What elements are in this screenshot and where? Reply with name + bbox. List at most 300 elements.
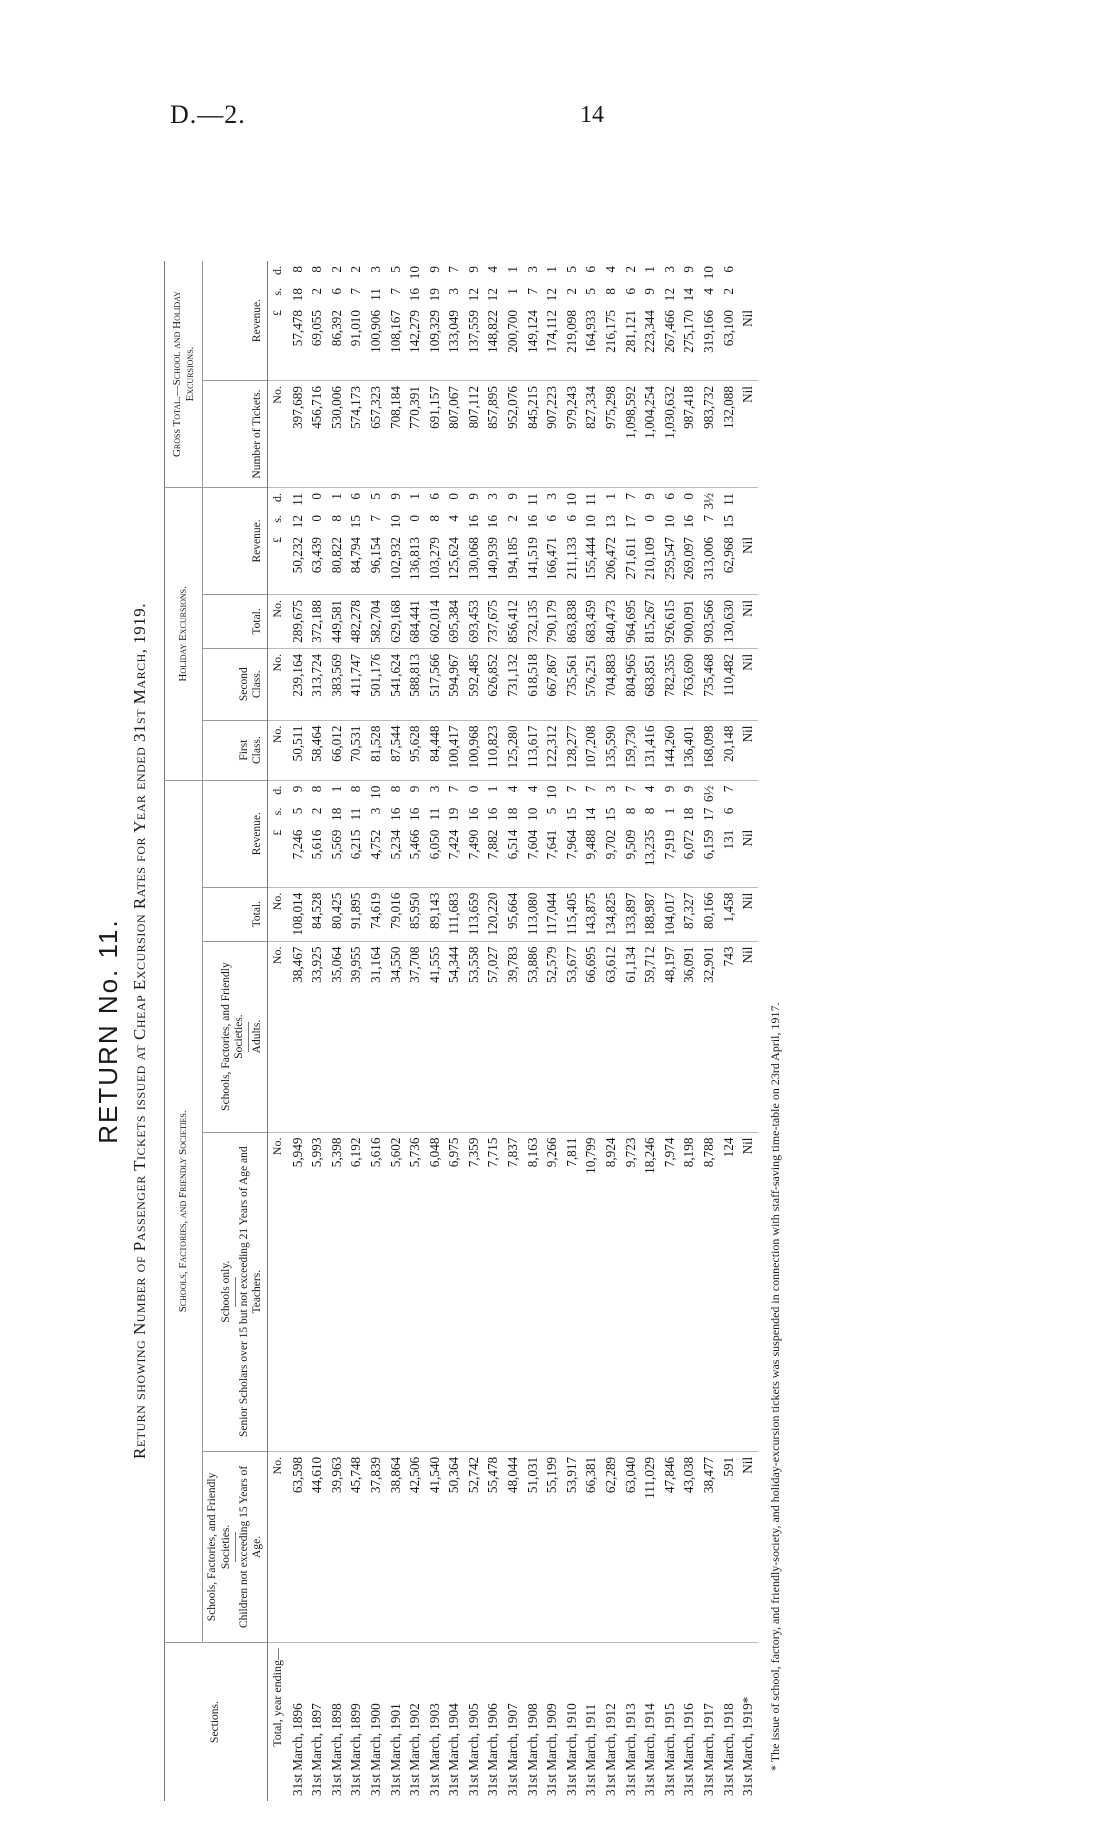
cell-holiday-revenue <box>327 487 347 594</box>
cell-gross-tickets: 1,030,632 <box>660 381 680 488</box>
cell-first-class: 81,528 <box>366 720 386 780</box>
cell-revenue-shillings: 2 <box>309 807 325 815</box>
cell-revenue-pounds: 6,050 <box>426 829 442 860</box>
cell-senior: 5,616 <box>366 1132 386 1451</box>
cell-senior: Nil <box>738 1132 758 1451</box>
cell-second-class: 110,482 <box>719 648 739 720</box>
cell-adults: 37,708 <box>405 941 425 1132</box>
cell-gross-revenue-shillings: 7 <box>387 288 403 295</box>
cell-holiday-revenue-shillings: 12 <box>289 514 305 529</box>
cell-holiday-revenue-shillings: 10 <box>661 514 677 529</box>
cell-holiday-revenue <box>582 487 602 594</box>
cell-gross-revenue-shillings: 19 <box>426 288 442 302</box>
cell-gross-tickets: 456,716 <box>307 381 327 488</box>
cell-holiday-total: 903,566 <box>699 594 719 648</box>
cell-holiday-total: 737,675 <box>484 594 504 648</box>
cell-children: 55,199 <box>542 1451 562 1642</box>
cell-gross-revenue <box>680 261 700 381</box>
cell-gross-revenue-shillings: 12 <box>661 288 677 302</box>
cell-first-class: 110,823 <box>484 720 504 780</box>
cell-gross-revenue <box>738 261 758 381</box>
cell-second-class: 576,251 <box>582 648 602 720</box>
group-schools: Schools, Factories, and Friendly Societies. <box>165 780 203 1642</box>
table-row <box>542 261 562 1801</box>
cell-holiday-revenue <box>601 487 621 594</box>
cell-holiday-revenue <box>719 487 739 594</box>
cell-total: 111,683 <box>445 887 465 941</box>
cell-gross-revenue-pence: 1 <box>505 266 521 273</box>
row-label: 31st March, 1912 <box>601 1643 621 1802</box>
cell-adults: 53,558 <box>464 941 484 1132</box>
cell-holiday-revenue-pounds: 194,185 <box>505 536 521 580</box>
table-row <box>425 261 445 1801</box>
cell-holiday-revenue-pence: 10 <box>563 492 579 507</box>
cell-gross-revenue-pounds: 137,559 <box>465 310 481 353</box>
page-number: 14 <box>580 102 604 128</box>
cell-holiday-revenue-pence: 9 <box>465 492 481 500</box>
cell-gross-revenue-pounds: 108,167 <box>387 310 403 353</box>
cell-second-class: 588,813 <box>405 648 425 720</box>
cell-gross-revenue-shillings: 3 <box>446 288 462 295</box>
cell-children: 45,748 <box>347 1451 367 1642</box>
cell-revenue <box>288 780 308 887</box>
cell-holiday-revenue-pence: 1 <box>407 492 423 500</box>
cell-gross-revenue <box>523 261 543 381</box>
table-row <box>562 261 582 1801</box>
cell-revenue <box>640 780 660 887</box>
cell-holiday-revenue-pounds: 141,519 <box>524 536 540 580</box>
cell-gross-revenue-pence: 1 <box>642 266 658 273</box>
row-label: 31st March, 1901 <box>386 1643 406 1802</box>
cell-second-class: 383,569 <box>327 648 347 720</box>
cell-gross-revenue-pounds: 109,329 <box>426 310 442 353</box>
cell-revenue-pounds: 7,641 <box>544 829 560 860</box>
cell-holiday-total: 629,168 <box>386 594 406 648</box>
cell-children: 48,044 <box>503 1451 523 1642</box>
cell-first-class: 95,628 <box>405 720 425 780</box>
cell-total: 87,327 <box>680 887 700 941</box>
cell-adults: 57,027 <box>484 941 504 1132</box>
cell-first-class: 107,208 <box>582 720 602 780</box>
cell-gross-revenue <box>464 261 484 381</box>
cell-gross-revenue-pence: 2 <box>328 266 344 273</box>
cell-holiday-revenue-shillings: 2 <box>505 514 521 522</box>
cell-gross-revenue <box>288 261 308 381</box>
cell-gross-revenue <box>562 261 582 381</box>
cell-gross-revenue <box>484 261 504 381</box>
cell-revenue-shillings: 17 <box>701 807 717 821</box>
cell-total: 79,016 <box>386 887 406 941</box>
cell-revenue-pounds: 9,702 <box>603 829 619 860</box>
cell-children: 55,478 <box>484 1451 504 1642</box>
cell-gross-revenue-pence: 10 <box>407 266 423 280</box>
cell-holiday-revenue-shillings: 8 <box>426 514 442 522</box>
row-label: 31st March, 1904 <box>445 1643 465 1802</box>
row-label: 31st March, 1907 <box>503 1643 523 1802</box>
cell-children: 47,846 <box>660 1451 680 1642</box>
cell-holiday-revenue-shillings: 0 <box>309 514 325 522</box>
cell-revenue-pounds: 9,509 <box>622 829 638 860</box>
cell-revenue <box>542 780 562 887</box>
cell-adults: 743 <box>719 941 739 1132</box>
cell-revenue-shillings: 11 <box>426 807 442 821</box>
unit-no: No. <box>268 887 288 941</box>
cell-gross-revenue <box>640 261 660 381</box>
cell-children: 66,381 <box>582 1451 602 1642</box>
cell-revenue-pounds: 5,466 <box>407 829 423 860</box>
cell-holiday-revenue-pounds: 136,813 <box>407 536 423 580</box>
cell-senior: 5,993 <box>307 1132 327 1451</box>
cell-gross-revenue-pence: 4 <box>485 266 501 273</box>
col-adults: Schools, Factories, and Friendly Societies. Adults. <box>203 941 268 1132</box>
cell-second-class: 592,485 <box>464 648 484 720</box>
cell-revenue <box>386 780 406 887</box>
cell-gross-revenue-pence: 7 <box>446 266 462 273</box>
cell-children: 38,477 <box>699 1451 719 1642</box>
cell-holiday-revenue-pence: 3 <box>485 492 501 500</box>
cell-second-class: 594,967 <box>445 648 465 720</box>
unit-lsd: £s.d. <box>268 487 288 594</box>
cell-gross-revenue-pounds: 133,049 <box>446 310 462 353</box>
cell-adults: 38,467 <box>288 941 308 1132</box>
cell-revenue-pounds: 7,604 <box>524 829 540 860</box>
cell-gross-tickets: 907,223 <box>542 381 562 488</box>
cell-gross-revenue-pounds: 174,112 <box>544 310 560 353</box>
cell-gross-revenue-pounds: 223,344 <box>642 310 658 353</box>
cell-second-class: 735,468 <box>699 648 719 720</box>
cell-revenue <box>680 780 700 887</box>
cell-holiday-revenue-pence: 9 <box>387 492 403 500</box>
col-gross-revenue: Revenue. <box>203 261 268 381</box>
cell-holiday-total: 815,267 <box>640 594 660 648</box>
cell-holiday-revenue-pence: 0 <box>309 492 325 500</box>
cell-revenue-shillings: 10 <box>524 807 540 821</box>
cell-first-class: 136,401 <box>680 720 700 780</box>
cell-revenue-shillings: 15 <box>563 807 579 821</box>
cell-second-class: 626,852 <box>484 648 504 720</box>
cell-holiday-total: 695,384 <box>445 594 465 648</box>
cell-gross-revenue-pounds: 57,478 <box>289 310 305 347</box>
cell-holiday-revenue-shillings: 0 <box>407 514 423 522</box>
cell-children: 111,029 <box>640 1451 660 1642</box>
cell-holiday-revenue-pounds: 211,133 <box>563 536 579 580</box>
cell-holiday-total: 732,135 <box>523 594 543 648</box>
cell-gross-revenue-pounds: 267,466 <box>661 310 677 353</box>
cell-children: 38,864 <box>386 1451 406 1642</box>
cell-revenue-pence: 7 <box>622 785 638 793</box>
cell-gross-revenue <box>425 261 445 381</box>
cell-first-class: 87,544 <box>386 720 406 780</box>
cell-children: 50,364 <box>445 1451 465 1642</box>
cell-holiday-revenue-shillings: 7 <box>367 514 383 522</box>
cell-first-class: 70,531 <box>347 720 367 780</box>
cell-gross-revenue <box>621 261 641 381</box>
row-label: 31st March, 1906 <box>484 1643 504 1802</box>
cell-revenue-pence: 7 <box>446 785 462 793</box>
cell-children: 591 <box>719 1451 739 1642</box>
row-label: 31st March, 1911 <box>582 1643 602 1802</box>
cell-senior: 5,602 <box>386 1132 406 1451</box>
cell-gross-revenue-shillings: 2 <box>309 288 325 295</box>
cell-revenue-pence: 7 <box>720 785 736 793</box>
cell-holiday-revenue-pence: 9 <box>642 492 658 500</box>
cell-gross-revenue-pounds: 275,170 <box>681 310 697 353</box>
cell-holiday-revenue-shillings: 16 <box>485 514 501 529</box>
cell-gross-revenue-pounds: 200,700 <box>505 310 521 353</box>
table-row <box>699 261 719 1801</box>
cell-revenue <box>582 780 602 887</box>
cell-gross-tickets: 1,098,592 <box>621 381 641 488</box>
cell-gross-revenue <box>699 261 719 381</box>
unit-no: No. <box>268 381 288 488</box>
cell-second-class: 683,851 <box>640 648 660 720</box>
row-label: 31st March, 1910 <box>562 1643 582 1802</box>
cell-gross-revenue-pence: 4 <box>603 266 619 273</box>
footnote: * The issue of school, factory, and friendly-society, and holiday-excursion tickets was suspended in connection with staff-saving time-table on 23rd April, 1917. <box>768 1002 782 1771</box>
cell-gross-revenue <box>366 261 386 381</box>
cell-holiday-revenue <box>464 487 484 594</box>
cell-gross-revenue-shillings: 2 <box>563 288 579 295</box>
cell-gross-revenue <box>719 261 739 381</box>
cell-holiday-revenue-pence: 6 <box>348 492 364 500</box>
table-row <box>307 261 327 1801</box>
cell-revenue-pounds: 5,616 <box>309 829 325 860</box>
cell-senior: 6,975 <box>445 1132 465 1451</box>
cell-total: 95,664 <box>503 887 523 941</box>
cell-holiday-revenue-pounds: 102,932 <box>387 536 403 580</box>
cell-second-class: 313,724 <box>307 648 327 720</box>
cell-second-class: 517,566 <box>425 648 445 720</box>
cell-revenue <box>347 780 367 887</box>
cell-gross-tickets: 987,418 <box>680 381 700 488</box>
cell-children: 37,839 <box>366 1451 386 1642</box>
cell-revenue-pounds: Nil <box>740 829 756 847</box>
col-first-class: First Class. <box>203 720 268 780</box>
cell-revenue-pounds: 5,234 <box>387 829 403 860</box>
cell-gross-revenue-pence: 9 <box>426 266 442 273</box>
row-label: 31st March, 1918 <box>719 1643 739 1802</box>
table-row <box>640 261 660 1801</box>
cell-holiday-total: 693,453 <box>464 594 484 648</box>
cell-gross-revenue-shillings: 5 <box>583 288 599 295</box>
cell-gross-tickets: 530,006 <box>327 381 347 488</box>
table-row <box>601 261 621 1801</box>
return-number: RETURN No. 11. <box>93 918 123 1144</box>
cell-second-class: 804,965 <box>621 648 641 720</box>
cell-holiday-revenue-pounds: 313,006 <box>701 536 717 580</box>
cell-holiday-revenue-pounds: 84,794 <box>348 536 364 574</box>
cell-holiday-revenue-pence: 6 <box>426 492 442 500</box>
cell-revenue-pounds: 7,882 <box>485 829 501 860</box>
cell-gross-revenue-pounds: 164,933 <box>583 310 599 353</box>
cell-total: 84,528 <box>307 887 327 941</box>
cell-holiday-total: 582,704 <box>366 594 386 648</box>
cell-holiday-revenue-pounds: 63,439 <box>309 536 325 574</box>
cell-holiday-revenue <box>621 487 641 594</box>
cell-holiday-total: 289,675 <box>288 594 308 648</box>
cell-second-class: 667,867 <box>542 648 562 720</box>
cell-revenue <box>621 780 641 887</box>
table-row <box>366 261 386 1801</box>
cell-holiday-revenue-pence: 1 <box>603 492 619 500</box>
cell-revenue-pence: 4 <box>642 785 658 793</box>
cell-holiday-revenue <box>542 487 562 594</box>
cell-revenue <box>601 780 621 887</box>
cell-holiday-revenue-pence: 9 <box>505 492 521 500</box>
cell-holiday-total: 372,188 <box>307 594 327 648</box>
cell-adults: 53,886 <box>523 941 543 1132</box>
cell-adults: 34,550 <box>386 941 406 1132</box>
table-row <box>660 261 680 1801</box>
cell-holiday-revenue-shillings: 0 <box>642 514 658 522</box>
cell-holiday-revenue-pounds: 96,154 <box>367 536 383 574</box>
cell-revenue-pounds: 6,159 <box>701 829 717 860</box>
cell-senior: 9,723 <box>621 1132 641 1451</box>
cell-revenue-shillings: 5 <box>289 807 305 815</box>
cell-holiday-revenue <box>523 487 543 594</box>
row-label: 31st March, 1917 <box>699 1643 719 1802</box>
cell-holiday-revenue-pounds: Nil <box>740 536 756 554</box>
cell-revenue-pounds: 7,919 <box>661 829 677 860</box>
excursion-table <box>164 261 758 1801</box>
cell-total: 113,659 <box>464 887 484 941</box>
cell-holiday-revenue-pounds: 80,822 <box>328 536 344 574</box>
col-second-class: Second Class. <box>203 648 268 720</box>
group-holiday: Holiday Excursions. <box>165 487 203 780</box>
cell-holiday-revenue-pounds: 269,097 <box>681 536 697 580</box>
cell-gross-revenue-pence: 5 <box>563 266 579 273</box>
cell-gross-revenue-pounds: 148,822 <box>485 310 501 353</box>
cell-gross-revenue-pence: 9 <box>681 266 697 273</box>
cell-senior: 18,246 <box>640 1132 660 1451</box>
cell-revenue-pence: 7 <box>583 785 599 793</box>
cell-revenue-pence: 9 <box>681 785 697 793</box>
cell-adults: 63,612 <box>601 941 621 1132</box>
cell-gross-revenue-shillings: 6 <box>328 288 344 295</box>
cell-holiday-revenue <box>503 487 523 594</box>
row-label: 31st March, 1909 <box>542 1643 562 1802</box>
cell-holiday-revenue-shillings: 13 <box>603 514 619 529</box>
page-code: D.—2. <box>170 100 246 129</box>
cell-holiday-revenue-shillings: 6 <box>544 514 560 522</box>
cell-holiday-revenue-shillings: 15 <box>348 514 364 529</box>
cell-holiday-revenue-shillings: 10 <box>583 514 599 529</box>
cell-gross-revenue-shillings: 12 <box>544 288 560 302</box>
cell-gross-revenue-shillings: 12 <box>485 288 501 302</box>
cell-gross-tickets: 574,173 <box>347 381 367 488</box>
cell-gross-revenue-shillings: 7 <box>524 288 540 295</box>
unit-no: No. <box>268 720 288 780</box>
cell-revenue <box>445 780 465 887</box>
cell-revenue <box>484 780 504 887</box>
cell-holiday-revenue-shillings: 7 <box>701 514 717 522</box>
row-label: 31st March, 1899 <box>347 1643 367 1802</box>
cell-adults: 66,695 <box>582 941 602 1132</box>
cell-adults: 53,677 <box>562 941 582 1132</box>
cell-senior: 10,799 <box>582 1132 602 1451</box>
cell-revenue-pounds: 6,072 <box>681 829 697 860</box>
row-label: 31st March, 1905 <box>464 1643 484 1802</box>
cell-holiday-revenue-shillings: 16 <box>465 514 481 529</box>
cell-revenue-shillings: 3 <box>367 807 383 815</box>
cell-revenue <box>464 780 484 887</box>
cell-holiday-total: 863,838 <box>562 594 582 648</box>
cell-gross-revenue-pence: 8 <box>309 266 325 273</box>
cell-gross-revenue-pence: 3 <box>661 266 677 273</box>
cell-total: 1,458 <box>719 887 739 941</box>
table-row <box>582 261 602 1801</box>
cell-gross-revenue-shillings: 8 <box>603 288 619 295</box>
cell-gross-revenue-pounds: 63,100 <box>720 310 736 347</box>
cell-revenue-shillings: 1 <box>661 807 677 815</box>
row-label: 31st March, 1908 <box>523 1643 543 1802</box>
cell-revenue-pence: 3 <box>603 785 619 793</box>
cell-revenue-pounds: 7,246 <box>289 829 305 860</box>
table-row <box>680 261 700 1801</box>
cell-gross-revenue <box>405 261 425 381</box>
cell-revenue-pence: 4 <box>505 785 521 793</box>
cell-total: 117,044 <box>542 887 562 941</box>
cell-gross-revenue-pence: 2 <box>348 266 364 273</box>
cell-total: 80,425 <box>327 887 347 941</box>
cell-first-class: 144,260 <box>660 720 680 780</box>
cell-revenue-pence: 6½ <box>701 785 717 803</box>
cell-gross-tickets: 657,323 <box>366 381 386 488</box>
col-children: Schools, Factories, and Friendly Societies. Children not exceeding 15 Years of Age. <box>203 1451 268 1642</box>
cell-gross-tickets: Nil <box>738 381 758 488</box>
cell-holiday-revenue-shillings: 8 <box>328 514 344 522</box>
cell-adults: 39,783 <box>503 941 523 1132</box>
table-row <box>484 261 504 1801</box>
cell-holiday-revenue-pence: 11 <box>524 492 540 506</box>
unit-no: No. <box>268 594 288 648</box>
cell-adults: 52,579 <box>542 941 562 1132</box>
cell-gross-tickets: 975,298 <box>601 381 621 488</box>
cell-gross-revenue-pounds: 219,098 <box>563 310 579 353</box>
cell-holiday-total: 964,695 <box>621 594 641 648</box>
row-label: 31st March, 1897 <box>307 1643 327 1802</box>
cell-senior: 5,736 <box>405 1132 425 1451</box>
cell-revenue-pence: 1 <box>485 785 501 793</box>
cell-gross-revenue-pounds: 216,175 <box>603 310 619 353</box>
cell-holiday-revenue-shillings: 10 <box>387 514 403 529</box>
cell-holiday-revenue-pounds: 125,624 <box>446 536 462 580</box>
cell-revenue-pence: 10 <box>367 785 383 799</box>
cell-holiday-revenue <box>680 487 700 594</box>
cell-gross-tickets: 397,689 <box>288 381 308 488</box>
cell-revenue <box>699 780 719 887</box>
cell-revenue-shillings: 6 <box>720 807 736 815</box>
cell-gross-revenue-pounds: 281,121 <box>622 310 638 353</box>
cell-first-class: 20,148 <box>719 720 739 780</box>
cell-revenue-pence: 7 <box>563 785 579 793</box>
cell-gross-revenue <box>327 261 347 381</box>
cell-revenue-shillings: 16 <box>465 807 481 821</box>
cell-senior: 7,837 <box>503 1132 523 1451</box>
cell-gross-revenue-pence: 8 <box>289 266 305 273</box>
cell-holiday-revenue-pounds: 210,109 <box>642 536 658 580</box>
cell-gross-revenue <box>307 261 327 381</box>
cell-adults: 61,134 <box>621 941 641 1132</box>
cell-gross-tickets: 708,184 <box>386 381 406 488</box>
table-row <box>523 261 543 1801</box>
cell-senior: 8,163 <box>523 1132 543 1451</box>
cell-revenue-pounds: 9,488 <box>583 829 599 860</box>
cell-gross-tickets: 132,088 <box>719 381 739 488</box>
cell-holiday-revenue <box>288 487 308 594</box>
unit-no: No. <box>268 941 288 1132</box>
cell-second-class: Nil <box>738 648 758 720</box>
